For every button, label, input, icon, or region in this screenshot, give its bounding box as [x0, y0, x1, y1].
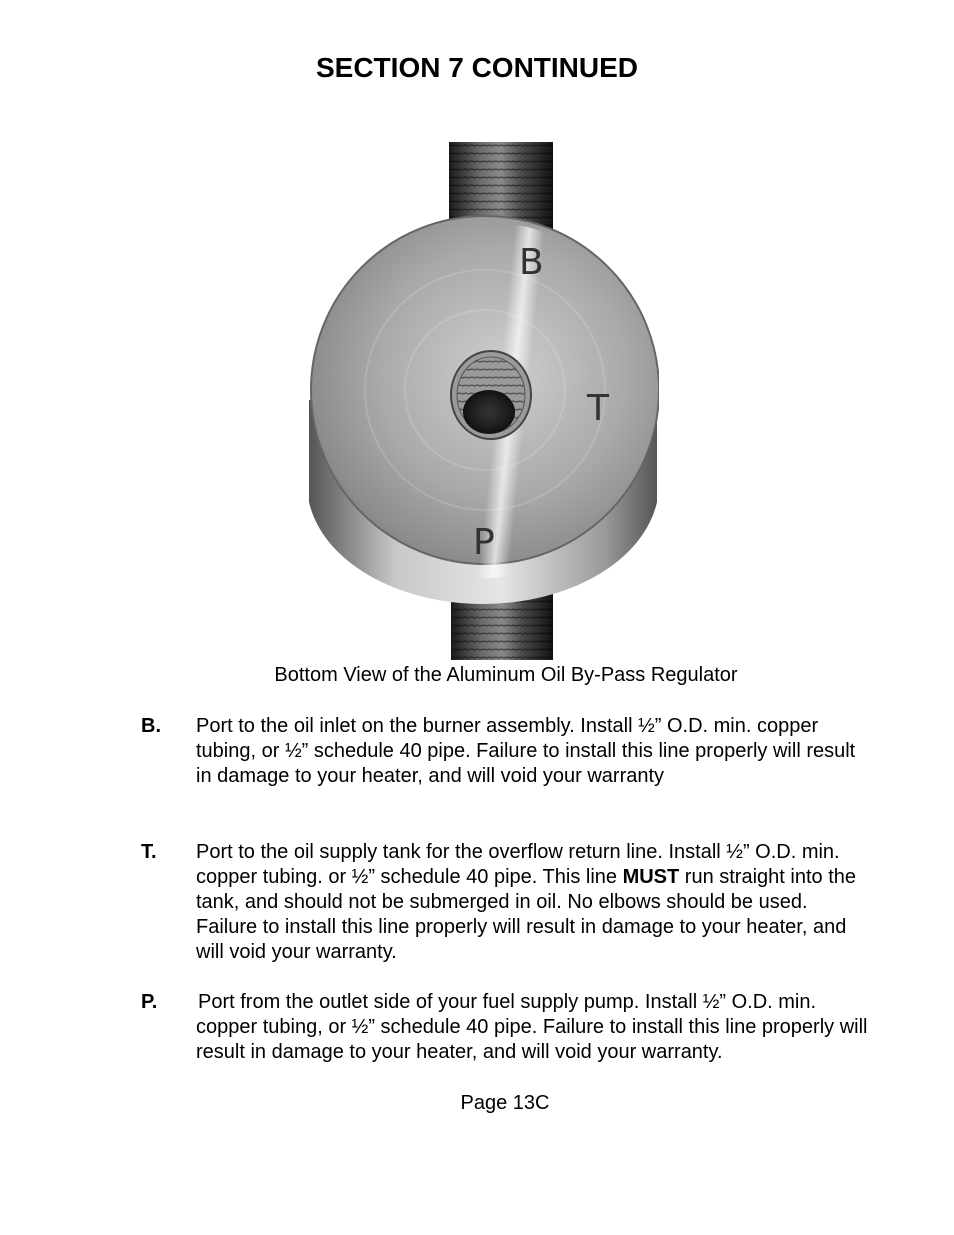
item-letter: P.	[141, 991, 158, 1013]
label-p: P	[473, 522, 495, 563]
label-b: B	[519, 242, 544, 283]
item-text	[196, 840, 871, 965]
item-text: Port from the outlet side of your fuel supply pump. Install ½” O.D. min. copper tubing, or ½” schedule 40 pipe. Failure to install this line properly will result in damage to your heater, and will void your warranty.	[196, 991, 868, 1063]
item-text: Port to the oil inlet on the burner assembly. Install ½” O.D. min. copper tubing, or ½” schedule 40 pipe. Failure to install this line properly will result in damage to your heater, and will void your warranty	[196, 715, 856, 787]
center-port	[463, 390, 515, 434]
item-text-before: Port to the oil supply tank for the overflow return line. Install ½” O.D. min. copper tubing. or ½” schedule 40 pipe. This line	[196, 841, 840, 888]
page-number: Page 13C	[460, 1092, 550, 1114]
emphasis-must: MUST	[622, 866, 680, 888]
figure-caption: Bottom View of the Aluminum Oil By-Pass Regulator	[274, 664, 738, 686]
item-letter: T.	[141, 841, 157, 863]
item-text-after: run straight into the tank, and should not be submerged in oil. No elbows should be used. Failure to install this line properly will result in damage to your heater, and will void your warranty.	[196, 866, 857, 963]
label-t: T	[587, 388, 609, 429]
list-item-p	[141, 990, 871, 1065]
list-item-b	[141, 714, 871, 789]
page-title: SECTION 7 CONTINUED	[315, 52, 639, 83]
regulator-photo	[305, 142, 659, 660]
list-item-t	[141, 840, 871, 965]
item-letter: B.	[141, 715, 161, 737]
